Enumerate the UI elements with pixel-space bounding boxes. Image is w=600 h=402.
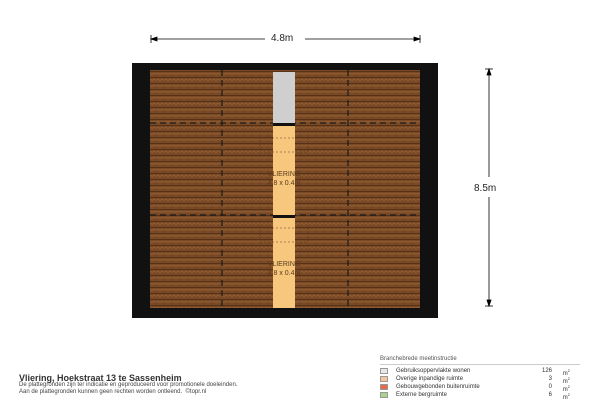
disclaimer-line-1: De plattegronden zijn ter indicatie en geproduceerd voor promotionele doeleinden. — [19, 382, 238, 388]
room-size: 4.8 x 0.4m — [267, 180, 301, 187]
legend-swatch — [380, 368, 388, 374]
disclaimer-line-2: Aan de plattegronden kunnen geen rechten worden ontleend. ©topr.nl — [19, 389, 207, 395]
legend-unit: $m^2$ — [562, 384, 570, 393]
legend-value: 126 — [541, 368, 552, 374]
width-dimension-label: 4.8m — [271, 33, 294, 44]
disclaimer — [19, 382, 237, 396]
legend-swatch — [380, 392, 388, 398]
legend-label: Gebruiksoppervlakte wonen — [396, 368, 471, 374]
legend-row — [380, 383, 580, 391]
height-dimension-line — [485, 69, 493, 306]
wall-segment-middle — [273, 215, 295, 218]
legend-unit: $m^2$ — [562, 376, 570, 385]
legend-label: Gebouwgebonden buitenruimte — [396, 384, 480, 390]
width-dimension-line — [151, 35, 420, 43]
legend-swatch — [380, 384, 388, 390]
legend-value: 3 — [548, 376, 552, 382]
room-name: VLIERING — [267, 171, 301, 178]
topr-logo: ©topr.nl — [185, 389, 207, 395]
legend-row — [380, 375, 580, 383]
legend-unit: $m^2$ — [562, 392, 570, 401]
legend-value: 6 — [548, 392, 552, 398]
legend-value: 0 — [548, 384, 552, 390]
legend-row — [380, 391, 580, 399]
legend-label: Externe bergruimte — [396, 392, 448, 398]
legend-unit: $m^2$ — [562, 368, 570, 377]
void-shaft — [273, 72, 295, 123]
room-label-vliering-upper — [244, 170, 324, 188]
plan-title: Vliering, Hoekstraat 13 te Sassenheim — [19, 373, 182, 383]
room-label-vliering-lower — [244, 260, 324, 278]
legend-row — [380, 367, 580, 375]
room-size: 4.8 x 0.4m — [267, 270, 301, 277]
wall-segment-top — [273, 123, 295, 126]
legend-label: Overige inpandige ruimte — [396, 376, 464, 382]
room-name: VLIERING — [267, 261, 301, 268]
legend — [380, 356, 580, 399]
height-dimension-label: 8.5m — [474, 183, 497, 194]
legend-swatch — [380, 376, 388, 382]
legend-title: Branchebrede meetinstructie — [380, 356, 580, 365]
